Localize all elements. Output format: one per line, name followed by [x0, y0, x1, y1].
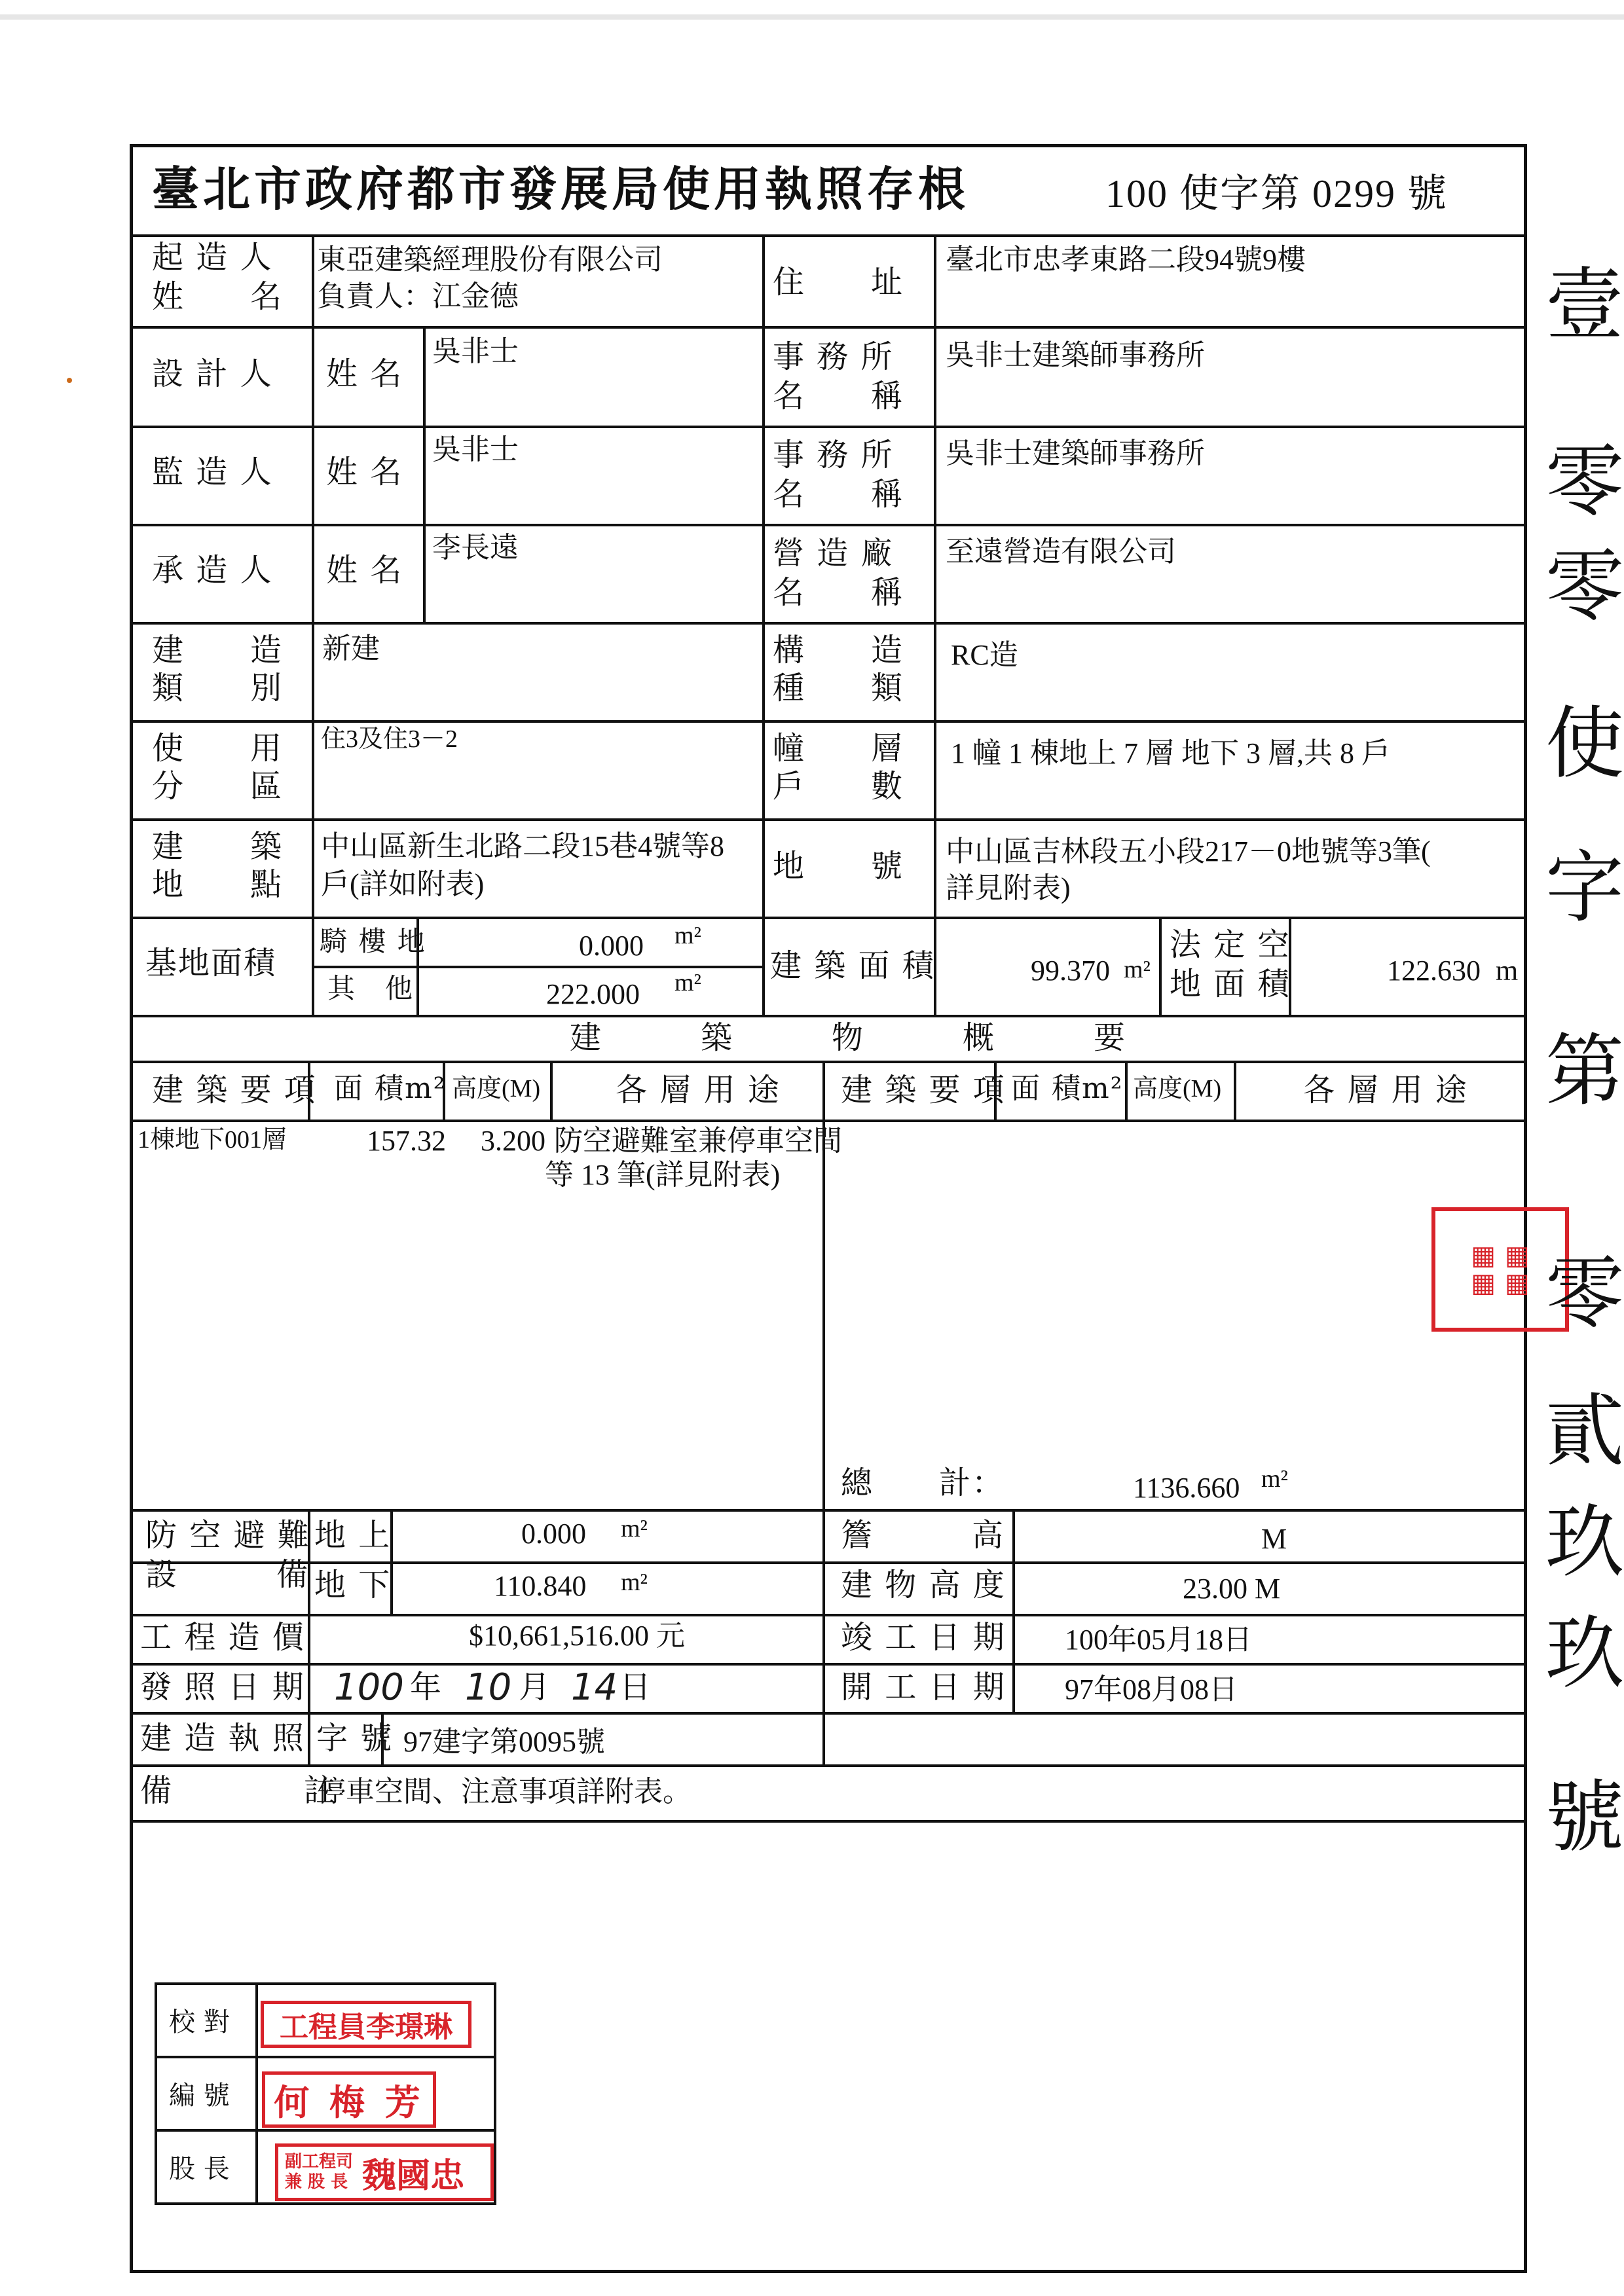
issue-day: 14 [571, 1666, 618, 1709]
building-height-label: 建 物 高 度 [841, 1567, 1006, 1603]
side-char: 號 [1545, 1772, 1624, 1863]
building-area-value: 99.370 [1031, 955, 1110, 987]
eave-value: M [1261, 1523, 1287, 1555]
rule [822, 1061, 825, 1764]
zone-label: 使 用 [152, 730, 284, 767]
completion-value: 100年05月18日 [1065, 1624, 1252, 1656]
cost-label: 工 程 造 價 [140, 1619, 305, 1656]
rule [313, 966, 762, 968]
building-height-value: 23.00 M [1183, 1573, 1281, 1605]
checker-seal-text: 工程員李璟琳 [280, 2011, 452, 2044]
rule [130, 1509, 1527, 1512]
contractor-name-label: 姓 名 [326, 552, 403, 589]
shelter-above-value: 0.000 [521, 1518, 586, 1550]
completion-label: 竣 工 日 期 [841, 1619, 1006, 1656]
rule [130, 1820, 1527, 1823]
scan-speck [67, 378, 72, 383]
col-area-label: 面 積m² [334, 1072, 447, 1105]
numberer-seal [262, 2071, 436, 2128]
construction-permit-label: 建 造 執 照 字 號 [140, 1720, 394, 1757]
rule [130, 1015, 1527, 1017]
lot-value-line2: 詳見附表) [946, 872, 1071, 904]
rule [130, 818, 1527, 821]
rule [155, 2129, 496, 2132]
entry-use-line2: 等 13 筆(詳見附表) [545, 1159, 781, 1191]
chief-seal-title-b: 兼 股 長 [285, 2172, 348, 2192]
applicant-name-label: 姓 名 [152, 278, 284, 315]
lot-value-line1: 中山區吉林段五小段217－0地號等3筆( [946, 835, 1431, 867]
other-area-value: 222.000 [546, 978, 640, 1010]
supervisor-name-label: 姓 名 [326, 454, 403, 490]
start-date-value: 97年08月08日 [1065, 1673, 1238, 1705]
build-type-value: 新建 [322, 632, 380, 665]
build-type-label: 建 造 [152, 632, 284, 668]
units-label: 幢 層 [773, 730, 904, 767]
open-space-value: 122.630 [1387, 955, 1481, 987]
arcade-label: 騎 樓 地 [320, 925, 426, 957]
shelter-label2: 設 備 [145, 1556, 310, 1593]
rule [130, 1120, 1527, 1122]
address-label: 住 址 [773, 264, 904, 301]
issue-month-char: 月 [519, 1669, 552, 1705]
col-use-label-right: 各 層 用 途 [1303, 1072, 1468, 1108]
total-unit: m² [1261, 1465, 1288, 1493]
side-char: 零 [1545, 541, 1624, 632]
scan-edge [0, 14, 1624, 20]
rule [155, 2056, 496, 2058]
site-area-label: 基地面積 [145, 945, 277, 981]
contractor-office: 至遠營造有限公司 [946, 536, 1176, 568]
applicant-label: 起 造 人 [152, 239, 273, 276]
designer-office-label2: 名 稱 [773, 378, 904, 414]
rule [1234, 1061, 1236, 1120]
start-date-label: 開 工 日 期 [841, 1669, 1006, 1705]
designer-name: 吳非士 [432, 335, 519, 367]
side-char: 玖 [1545, 1497, 1624, 1588]
contractor-office-label2: 名 稱 [773, 574, 904, 611]
structure-label: 構 造 [773, 632, 904, 668]
designer-name-label: 姓 名 [326, 355, 403, 392]
rule [550, 1061, 553, 1120]
issue-date-label: 發 照 日 期 [140, 1669, 305, 1705]
designer-office-label: 事 務 所 [773, 338, 894, 375]
rule [255, 1982, 258, 2205]
arcade-unit: m² [674, 922, 701, 949]
side-char: 零 [1545, 437, 1624, 528]
construction-permit-value: 97建字第0095號 [403, 1726, 605, 1758]
address-value: 臺北市忠孝東路二段94號9樓 [946, 244, 1306, 276]
remark-value: 停車空間、注意事項詳附表。 [317, 1776, 692, 1808]
build-type-label2: 類 別 [152, 670, 284, 706]
contractor-label: 承 造 人 [152, 552, 273, 589]
chief-seal-name: 魏國忠 [362, 2155, 465, 2196]
entry-area: 157.32 [367, 1125, 446, 1157]
shelter-below-value: 110.840 [494, 1570, 587, 1602]
entry-height: 3.200 [481, 1125, 545, 1157]
rule [130, 1561, 1527, 1564]
seal-icon: ▦ ▦ [1471, 1240, 1530, 1271]
issue-year-char: 年 [410, 1669, 443, 1705]
rule [130, 426, 1527, 428]
rule [130, 1663, 1527, 1666]
rule [130, 1764, 1527, 1767]
applicant-person: 負責人：江金德 [317, 280, 519, 312]
zone-label2: 分 區 [152, 768, 284, 805]
other-area-unit: m² [674, 969, 701, 996]
shelter-below-label: 地 下 [314, 1567, 392, 1603]
supervisor-name: 吳非士 [432, 433, 519, 465]
chief-seal [275, 2143, 494, 2201]
shelter-label: 防 空 避 難 [145, 1517, 310, 1554]
total-label: 總 計： [841, 1465, 1005, 1501]
units-value: 1 幢 1 棟地上 7 層 地下 3 層,共 8 戶 [951, 737, 1390, 769]
side-char: 壹 [1545, 260, 1624, 351]
rule [130, 1712, 1527, 1715]
open-space-unit: m [1496, 955, 1519, 987]
rule [130, 326, 1527, 329]
designer-office: 吳非士建築師事務所 [946, 339, 1205, 371]
col-height-label-right: 高度(M) [1133, 1075, 1222, 1102]
number-label: 編 號 [169, 2081, 230, 2111]
rule [130, 1061, 1527, 1063]
rule [1159, 917, 1162, 1015]
location-value-line2: 戶(詳如附表) [321, 868, 485, 900]
supervisor-office: 吳非士建築師事務所 [946, 437, 1205, 469]
col-item-label-right: 建 築 要 項 [841, 1072, 1006, 1108]
location-label: 建 築 [152, 828, 284, 865]
open-space-label2: 地 面 積 [1170, 966, 1291, 1002]
side-char: 貳 [1545, 1386, 1624, 1477]
chief-label: 股 長 [169, 2154, 230, 2184]
other-area-label: 其 他 [327, 972, 415, 1004]
issue-year: 100 [334, 1666, 404, 1709]
check-label: 校 對 [169, 2007, 230, 2037]
location-value-line1: 中山區新生北路二段15巷4號等8 [321, 830, 724, 862]
side-char: 第 [1545, 1026, 1624, 1117]
lot-label: 地 號 [773, 848, 904, 884]
supervisor-office-label2: 名 稱 [773, 476, 904, 513]
open-space-label: 法 定 空 [1170, 926, 1291, 963]
units-label2: 戶 數 [773, 768, 904, 805]
chief-seal-title-a: 副工程司 [285, 2151, 354, 2172]
rule [1125, 1061, 1128, 1120]
numberer-seal-text: 何 梅 芳 [274, 2081, 424, 2123]
rule [130, 622, 1527, 625]
rule [130, 917, 1527, 919]
permit-number: 100 使字第 0299 號 [1105, 172, 1448, 215]
rule [934, 234, 936, 1015]
building-area-unit: m² [1124, 956, 1151, 983]
rule [130, 234, 1527, 237]
side-char: 字 [1545, 843, 1624, 934]
remark-label: 備 註 [140, 1772, 337, 1809]
checker-seal [261, 2001, 471, 2048]
side-char: 玖 [1545, 1609, 1624, 1700]
contractor-name: 李長遠 [432, 532, 519, 564]
rule [762, 234, 765, 1015]
col-use-label: 各 層 用 途 [616, 1072, 781, 1108]
side-char: 零 [1545, 1248, 1624, 1339]
cost-value: $10,661,516.00 元 [469, 1620, 685, 1652]
rule [130, 1614, 1527, 1616]
zone-value: 住3及住3－2 [321, 725, 458, 753]
form-title: 臺北市政府都市發展局使用執照存根 [152, 161, 970, 217]
summary-heading: 建 築 物 概 要 [570, 1019, 1127, 1056]
supervisor-office-label: 事 務 所 [773, 437, 894, 473]
applicant-company: 東亞建築經理股份有限公司 [317, 244, 663, 276]
issue-month: 10 [465, 1666, 512, 1709]
entry-use-line1: 防空避難室兼停車空間 [554, 1125, 842, 1157]
rule [130, 720, 1527, 723]
arcade-value: 0.000 [579, 930, 644, 962]
designer-label: 設 計 人 [152, 355, 273, 392]
shelter-above-unit: m² [621, 1515, 648, 1542]
seal-icon-row: ▦ ▦ [1471, 1267, 1530, 1298]
shelter-above-label: 地 上 [314, 1517, 392, 1554]
structure-value: RC造 [951, 639, 1018, 671]
side-char: 使 [1545, 699, 1624, 790]
supervisor-label: 監 造 人 [152, 454, 273, 490]
rule [312, 234, 314, 1015]
contractor-office-label: 營 造 廠 [773, 535, 894, 572]
col-area-label-right: 面 積m² [1011, 1072, 1124, 1105]
eave-label: 簷 高 [841, 1517, 1005, 1554]
rule [1012, 1509, 1015, 1712]
rule [130, 524, 1527, 526]
structure-label2: 種 類 [773, 670, 904, 706]
col-item-label: 建 築 要 項 [152, 1072, 317, 1108]
building-area-label: 建 築 面 積 [770, 947, 935, 984]
issue-day-char: 日 [619, 1669, 653, 1705]
total-value: 1136.660 [1133, 1472, 1240, 1504]
rule [423, 326, 426, 622]
location-label2: 地 點 [152, 866, 284, 903]
entry-item: 1棟地下001層 [138, 1126, 287, 1154]
col-height-label: 高度(M) [452, 1075, 541, 1102]
shelter-below-unit: m² [621, 1569, 648, 1596]
